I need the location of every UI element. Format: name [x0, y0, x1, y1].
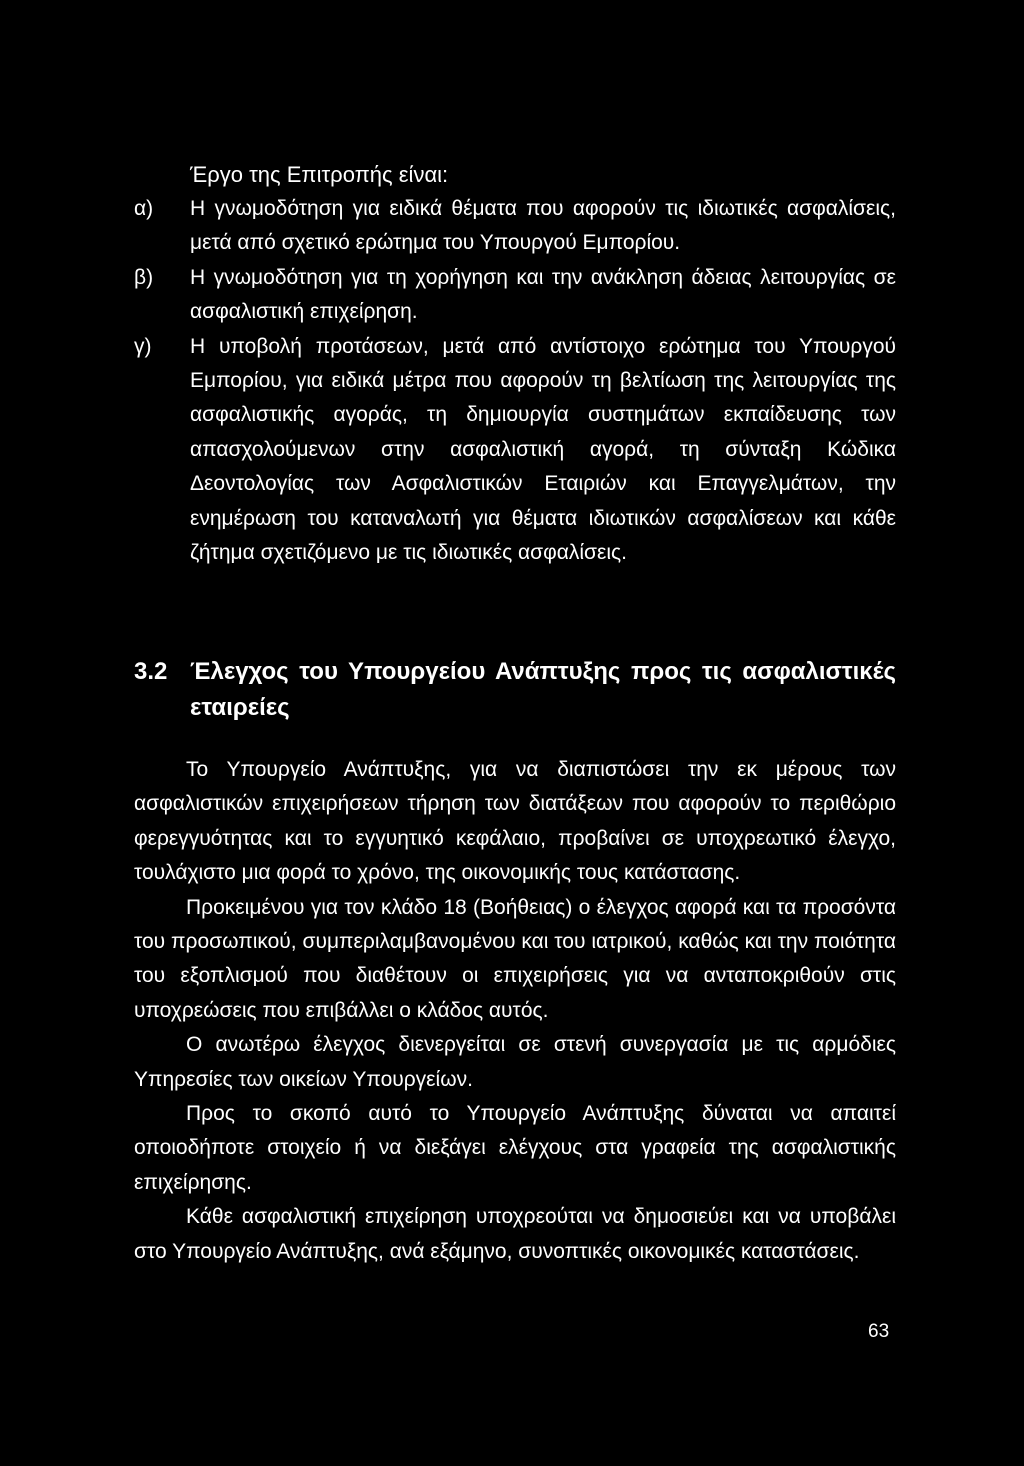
paragraph: Ο ανωτέρω έλεγχος διενεργείται σε στενή συνεργασία με τις αρμόδιες Υπηρεσίες των οικείων Υπουργείων. [134, 1033, 896, 1091]
section-title: Έλεγχος του Υπουργείου Ανάπτυξης προς τις ασφαλιστικές εταιρείες [190, 658, 896, 721]
section-heading [134, 654, 896, 726]
list-item-text: Η γνωμοδότηση για τη χορήγηση και την ανάκληση άδειας λειτουργίας σε ασφαλιστική επιχείρηση. [190, 265, 896, 324]
paragraph: Προς το σκοπό αυτό το Υπουργείο Ανάπτυξης δύναται να απαιτεί οποιοδήποτε στοιχείο ή να διεξάγει ελέγχους στα γραφεία της ασφαλιστικής επιχείρησης. [134, 1102, 896, 1194]
intro-line: Έργο της Επιτροπής είναι: [190, 162, 449, 187]
list-item-text: Η γνωμοδότηση για ειδικά θέματα που αφορούν τις ιδιωτικές ασφαλίσεις, μετά από σχετικό ερώτημα του Υπουργού Εμπορίου. [190, 197, 896, 255]
section-body [134, 753, 896, 1269]
paragraph: Προκειμένου για τον κλάδο 18 (Βοήθειας) ο έλεγχος αφορά και τα προσόντα του προσωπικού, συμπεριλαμβανομένου και του ιατρικού, καθώς και την ποιότητα του εξοπλισμού που διαθέτουν οι επιχειρήσεις για να ανταποκριθούν στις υποχρεώσεις που επιβάλλει ο κλάδος αυτός. [134, 895, 896, 1022]
committee-duties-list [134, 192, 896, 570]
list-marker: β) [134, 265, 154, 289]
list-item [134, 330, 896, 571]
paragraph: Το Υπουργείο Ανάπτυξης, για να διαπιστώσει την εκ μέρους των ασφαλιστικών επιχειρήσεων τήρηση των διατάξεων που αφορούν το περιθώριο φερεγγυότητας και το εγγυητικό κεφάλαιο, προβαίνει σε υποχρεωτικό έλεγχο, τουλάχιστο μια φορά το χρόνο, της οικονομικής τους κατάστασης. [134, 758, 896, 885]
list-marker: α) [134, 197, 154, 220]
list-item [134, 192, 896, 261]
page-number: 63 [868, 1321, 890, 1342]
list-marker: γ) [134, 334, 152, 358]
list-item-text: Η υποβολή προτάσεων, μετά από αντίστοιχο ερώτημα του Υπουργού Εμπορίου, για ειδικά μέτρα που αφορούν τη βελτίωση της λειτουργίας της ασφαλιστικής αγοράς, τη δημιουργία συστημάτων εκπαίδευσης των απασχολούμενων στην ασφαλιστική αγορά, τη σύνταξη Κώδικα Δεοντολογίας των Ασφαλιστικών Εταιριών και Επαγγελμάτων, την ενημέρωση του καταναλωτή για θέματα ιδιωτικών ασφαλίσεων και κάθε ζήτημα σχετιζόμενο με τις ιδιωτικές ασφαλίσεις. [190, 334, 896, 565]
paragraph: Κάθε ασφαλιστική επιχείρηση υποχρεούται να δημοσιεύει και να υποβάλει στο Υπουργείο Ανάπτυξης, ανά εξάμηνο, συνοπτικές οικονομικές καταστάσεις. [134, 1205, 896, 1263]
list-item [134, 261, 896, 330]
section-number: 3.2 [134, 658, 168, 685]
section-3-2 [134, 654, 896, 726]
